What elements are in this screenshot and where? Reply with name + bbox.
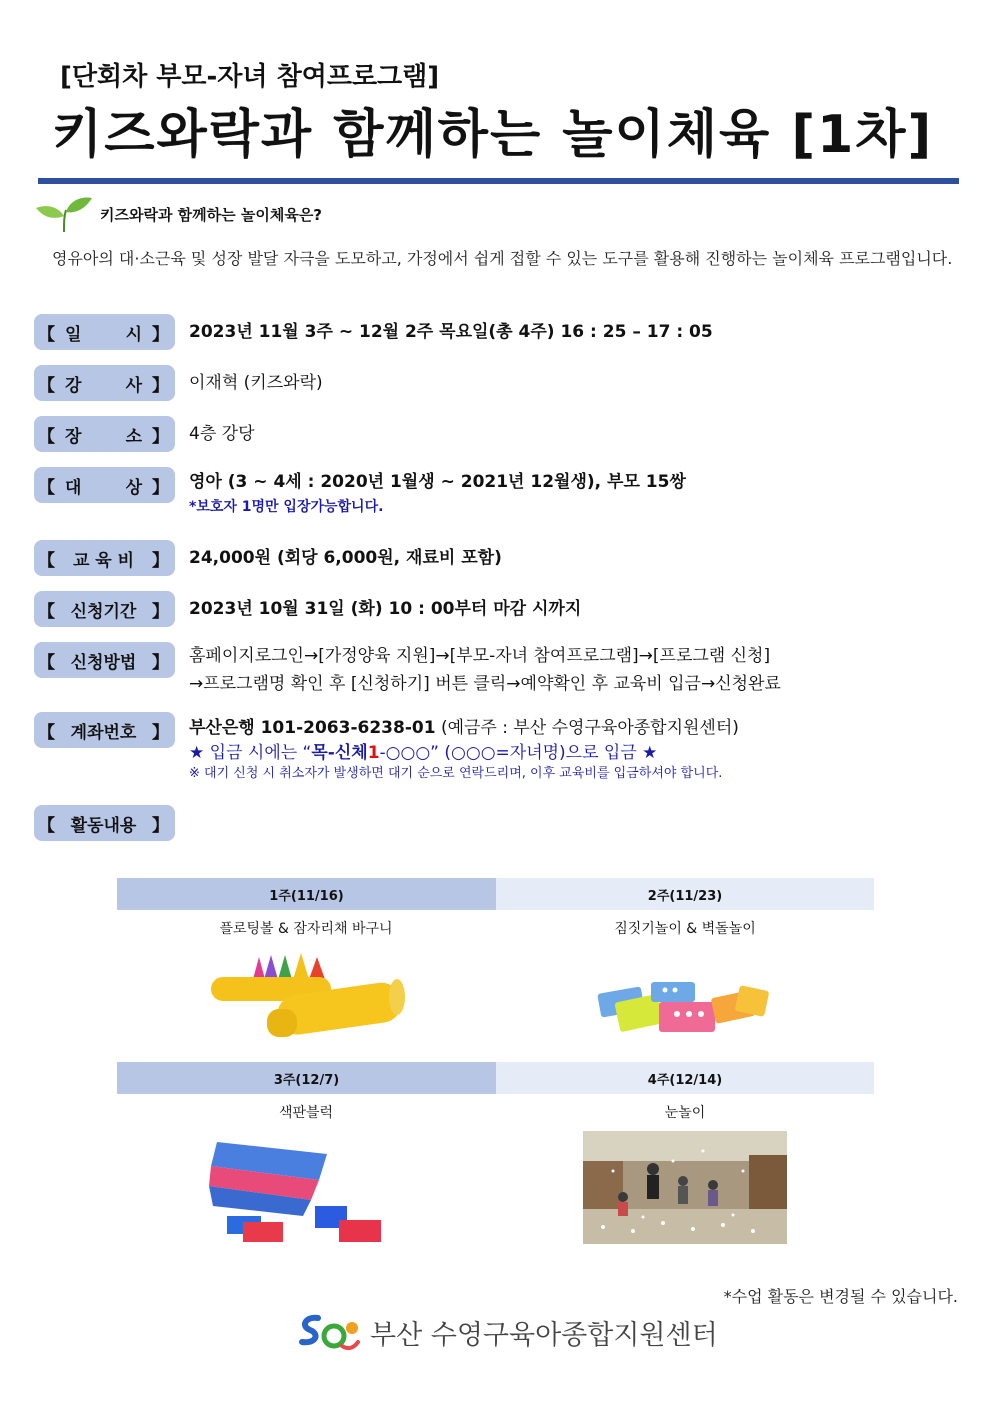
label-schedule: 【 일 시 】 [34, 314, 175, 350]
fee-value: 24,000원 (회당 6,000원, 재료비 포함) [189, 548, 502, 568]
label-activities: 【 활동내용 】 [34, 805, 175, 841]
snow-play-photo [583, 1131, 787, 1244]
label-instructor: 【 강 사 】 [34, 365, 175, 401]
method-line-2: →프로그램명 확인 후 [신청하기] 버튼 클릭→예약확인 후 교육비 입금→신청완료 [189, 674, 781, 694]
week-2-activity: 짐짓기놀이 & 벽돌놀이 [614, 921, 756, 937]
color-mat-blocks-image [207, 1136, 392, 1244]
instructor-value: 이재혁 (키즈와락) [189, 373, 323, 393]
target-value: 영아 (3 ~ 4세 : 2020년 1월생 ~ 2021년 12월생), 부모 15쌍 [189, 472, 686, 492]
label-method: 【 신청방법 】 [34, 642, 175, 678]
schedule-value: 2023년 11월 3주 ~ 12월 2주 목요일(총 4주) 16 : 25 – 17 : 05 [189, 322, 713, 342]
account-holder: (예금주 : 부산 수영구육아종합지원센터) [440, 718, 739, 738]
week-4-header: 4주(12/14) [496, 1062, 874, 1094]
week-3-header: 3주(12/7) [117, 1062, 496, 1094]
change-notice: *수업 활동은 변경될 수 있습니다. [723, 1287, 958, 1306]
header-divider [38, 178, 959, 184]
week-2-header: 2주(11/23) [496, 878, 874, 910]
info-row-method [34, 642, 781, 698]
organization-name: 부산 수영구육아종합지원센터 [370, 1319, 718, 1351]
intro-heading [34, 194, 322, 234]
program-subtitle: [단회차 부모-자녀 참여프로그램] [60, 62, 440, 92]
brick-blocks-image [597, 976, 772, 1041]
info-row-fee [34, 540, 502, 576]
sprout-icon [34, 194, 94, 234]
week-1-activity: 플로팅볼 & 잠자리채 바구니 [219, 921, 393, 937]
target-note: *보호자 1명만 입장가능합니다. [189, 499, 384, 515]
intro-description: 영유아의 대·소근육 및 성장 발달 자극을 도모하고, 가정에서 쉽게 접할 수 있는 도구를 활용해 진행하는 놀이체육 프로그램입니다. [52, 249, 953, 268]
info-row-activities [34, 805, 175, 841]
waitlist-note: ※ 대기 신청 시 취소자가 발생하면 대기 순으로 연락드리며, 이후 교육비를 입금하셔야 합니다. [189, 766, 723, 781]
method-line-1: 홈페이지로그인→[가정양육 지원]→[부모-자녀 참여프로그램]→[프로그램 신청] [189, 646, 771, 666]
week-1-header: 1주(11/16) [117, 878, 496, 910]
label-account: 【 계좌번호 】 [34, 712, 175, 748]
label-period: 【 신청기간 】 [34, 591, 175, 627]
label-fee: 【 교 육 비 】 [34, 540, 175, 576]
info-row-place [34, 416, 255, 452]
info-row-target [34, 467, 686, 519]
info-row-instructor [34, 365, 323, 401]
floating-ball-image [207, 953, 412, 1048]
deposit-instruction: ★ 입금 시에는 “목-신체1-○○○” (○○○=자녀명)으로 입금 ★ [189, 743, 658, 763]
week-4-activity: 눈놀이 [664, 1105, 706, 1121]
info-row-account [34, 712, 739, 783]
label-place: 【 장 소 】 [34, 416, 175, 452]
period-value: 2023년 10월 31일 (화) 10 : 00부터 마감 시까지 [189, 599, 582, 619]
account-bank: 부산은행 101-2063-6238-01 [189, 718, 436, 738]
info-row-schedule [34, 314, 713, 350]
intro-heading-text: 키즈와락과 함께하는 놀이체육은? [100, 205, 323, 224]
page-title: 키즈와락과 함께하는 놀이체육 [1차] [52, 105, 934, 165]
organization-logo-icon [296, 1310, 362, 1354]
week-3-activity: 색판블럭 [278, 1105, 334, 1121]
label-target: 【 대 상 】 [34, 467, 175, 503]
organization-footer [296, 1310, 718, 1354]
info-row-period [34, 591, 581, 627]
place-value: 4층 강당 [189, 424, 255, 444]
